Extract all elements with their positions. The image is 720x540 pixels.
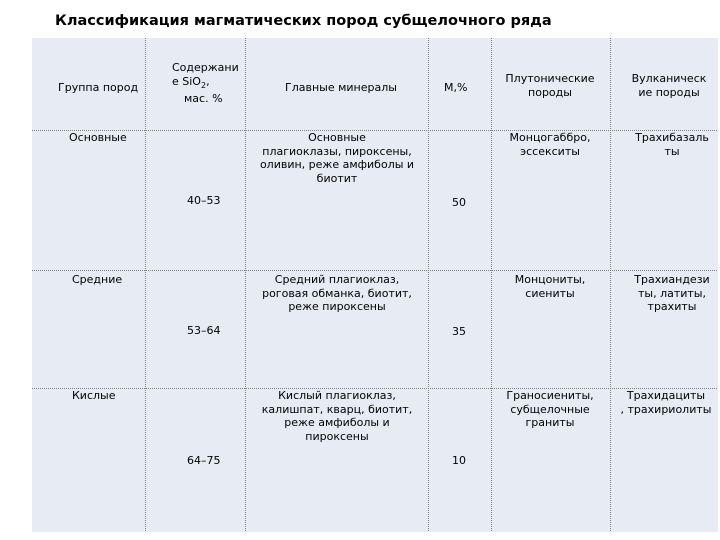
row1-minerals-line: плагиоклазы, пироксены, — [262, 144, 412, 158]
row3-minerals-line: Кислый плагиоклаз, — [278, 389, 396, 402]
row2-m: 35 — [452, 325, 466, 338]
header-plutonic — [500, 72, 600, 99]
row1-volcanic — [626, 131, 718, 158]
header-volcanic-line2: ие породы — [638, 85, 700, 99]
row2-plutonic — [500, 273, 600, 300]
column-divider — [145, 38, 146, 532]
row2-minerals-line: роговая обманка, биотит, — [262, 286, 412, 300]
row3-plutonic-line: Граносиениты, — [506, 389, 594, 402]
row3-plutonic-line: граниты — [525, 416, 575, 429]
header-volcanic-line1: Вулканическ — [631, 72, 707, 85]
row3-sio2: 64–75 — [187, 454, 221, 467]
row2-group: Средние — [72, 273, 123, 286]
row2-plutonic-line: сиениты — [525, 286, 575, 300]
header-m: М,% — [444, 81, 468, 94]
row3-minerals-line: пироксены — [305, 429, 369, 443]
header-volcanic — [626, 72, 712, 99]
column-divider — [610, 38, 611, 532]
row3-minerals-line: реже амфиболы и — [284, 416, 390, 429]
row1-volcanic-line: Трахибазаль — [635, 131, 709, 144]
row2-sio2: 53–64 — [187, 324, 221, 337]
row2-minerals-line: реже пироксены — [288, 300, 386, 313]
row1-plutonic-line: Монцогаббро, — [509, 131, 591, 144]
page-title: Классификация магматических пород субщелочного ряда — [55, 13, 552, 29]
header-sio2 — [172, 61, 239, 106]
row1-minerals-line: биотит — [316, 171, 358, 185]
header-plutonic-line2: породы — [528, 85, 572, 99]
row3-plutonic-line: субщелочные — [510, 402, 590, 416]
row2-volcanic — [626, 273, 718, 314]
row3-volcanic-line: Трахидациты — [626, 389, 706, 402]
row3-plutonic — [500, 389, 600, 430]
header-sio2-line2 — [172, 75, 239, 93]
row1-volcanic-line: ты — [664, 144, 680, 158]
column-divider — [491, 38, 492, 532]
row3-minerals-line: калишпат, кварц, биотит, — [261, 402, 413, 416]
row1-sio2: 40–53 — [187, 194, 221, 207]
row2-minerals-line: Средний плагиоклаз, — [274, 273, 400, 286]
row2-plutonic-line: Монцониты, — [514, 273, 586, 286]
row2-volcanic-line: ты, латиты, — [637, 286, 706, 300]
header-minerals: Главные минералы — [285, 81, 397, 94]
row1-plutonic-line: эссекситы — [520, 144, 580, 158]
header-sio2-line3: мас. % — [184, 92, 223, 106]
header-sio2-line1: Содержани — [172, 61, 239, 74]
row1-plutonic — [500, 131, 600, 158]
row2-volcanic-line: трахиты — [647, 300, 697, 313]
row3-m: 10 — [452, 454, 466, 467]
row3-volcanic — [614, 389, 718, 416]
row3-minerals — [246, 389, 428, 443]
header-group: Группа пород — [58, 81, 139, 94]
row-divider — [32, 270, 718, 271]
row1-minerals-line: оливин, реже амфиболы и — [259, 158, 415, 171]
row3-group: Кислые — [72, 389, 116, 402]
header-sio2-text: е SiO — [172, 74, 201, 88]
row1-minerals-line: Основные — [308, 131, 366, 144]
classification-table — [32, 38, 718, 532]
column-divider — [428, 38, 429, 532]
row1-minerals — [246, 131, 428, 185]
header-sio2-subscript: 2 — [200, 80, 207, 90]
row1-m: 50 — [452, 196, 466, 209]
row1-group: Основные — [69, 131, 127, 144]
row3-volcanic-line: , трахириолиты — [620, 402, 712, 416]
row2-volcanic-line: Трахиандези — [634, 273, 710, 286]
row2-minerals — [246, 273, 428, 314]
header-sio2-comma: , — [206, 74, 210, 88]
header-plutonic-line1: Плутонические — [505, 72, 595, 85]
